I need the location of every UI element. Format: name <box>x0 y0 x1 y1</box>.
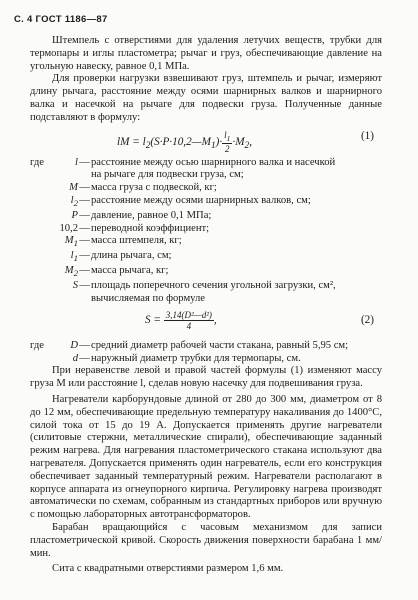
definition-symbol: $l_2$ <box>70 194 78 209</box>
definition-symbol: P <box>71 209 78 221</box>
paragraph-sieves: Сита с квадратными отверстиями размером 1,6 мм. <box>52 563 284 575</box>
definition-row <box>30 210 382 223</box>
definition-text: площадь поперечного сечения угольной загрузки, см², <box>91 280 336 292</box>
formula-1-fraction: $\frac{l_1}{2}$ <box>224 129 231 155</box>
definition-row <box>30 340 382 353</box>
definition-dash: — <box>79 182 90 194</box>
formula-2 <box>30 308 382 338</box>
definition-symbol: d <box>72 352 78 364</box>
definition-text: масса груза с подвеской, кг; <box>91 182 217 194</box>
definition-row <box>30 250 382 265</box>
formula-2-expression: S = $\frac{\text{3,14(D²—d²)}}{4}$ , <box>145 309 217 331</box>
definition-dash: — <box>79 250 90 262</box>
definition-continuation: на рычаге для подвески груза, см; <box>91 169 244 181</box>
definition-lead <box>30 223 50 236</box>
definition-text: расстояние между осью шарнирного валка и насечкой <box>91 156 336 168</box>
definition-row <box>30 235 382 250</box>
definition-symbol: l <box>75 156 78 168</box>
formula-1 <box>30 127 382 153</box>
definition-text: расстояние между осями шарнирных валков, см; <box>91 194 311 206</box>
definition-lead <box>30 210 50 223</box>
definition-dash: — <box>79 209 90 221</box>
definition-lead <box>30 265 50 280</box>
definition-dash: — <box>79 235 90 247</box>
paragraph-drum: Барабан вращающийся с часовым механизмом для записи пластометрической кривой. Скорость движения поверхности барабана 1 мм/мин. <box>30 521 382 559</box>
definition-symbol: D <box>70 339 78 351</box>
definition-lead: где <box>30 339 44 351</box>
definitions-2 <box>30 340 382 366</box>
definition-text: средний диаметр рабочей части стакана, равный 5,95 см; <box>91 339 349 351</box>
formula-1-number: (1) <box>360 129 374 142</box>
definition-dash: — <box>79 222 90 234</box>
definition-row <box>30 265 382 280</box>
paragraph-inequality: При неравенстве левой и правой частей формулы (1) изменяют массу груза M или расстояние l, сделав новую насечку для подвешивания груза. <box>30 365 382 390</box>
definition-dash: — <box>79 265 90 277</box>
page-header: С. 4 ГОСТ 1186—87 <box>14 14 108 25</box>
definition-lead <box>30 280 50 293</box>
definition-lead <box>30 235 50 250</box>
definition-row <box>30 195 382 210</box>
definition-row <box>30 157 382 170</box>
definition-symbol: $l_1$ <box>70 250 78 264</box>
definition-text: масса штемпеля, кг; <box>91 235 182 247</box>
definition-symbol: $M_2$ <box>64 265 78 279</box>
formula-2-fraction: $\frac{\text{3,14(D²—d²)}}{4}$ <box>165 309 212 331</box>
definition-dash: — <box>79 156 90 168</box>
paragraph-load-check: Для проверки нагрузки взвешивают груз, штемпель и рычаг, измеряют длину рычага, расстояние между осями шарнирных валков и шарнирного валка и насечкой на рычаге для подвески груза. Полученные данные подставляют в формулу: <box>30 73 382 123</box>
definition-row <box>30 182 382 195</box>
formula-2-number: (2) <box>360 313 374 326</box>
document-body <box>30 35 382 576</box>
paragraph-heaters: Нагреватели карборундовые длиной от 280 до 300 мм, диаметром от 8 до 12 мм, обеспечивающие предельную температуру накаливания до 1400°С, силой тока от 15 до 19 А. Допускается применять другие нагреватели (силитовые стержни, металлические спирали), обеспечивающие заданный режим нагрева. Для нагревания пластометрического стакана используют два нагревателя. Допускается применять один нагреватель, если его конструкция обеспечивает заданный температурный режим. Нагреватели располагают в корпусе аппарата из огнеупорного кирпича. Регулировку нагрева производят автоматически по схемам, собранным из стандартных приборов или вручную с помощью лабораторных автотрансформаторов. <box>30 393 382 521</box>
definition-lead: где <box>30 156 44 168</box>
definition-continuation: вычисляемая по формуле <box>91 292 205 304</box>
definition-symbol: $M_1$ <box>64 235 78 249</box>
formula-1-expression: lM = $l_2(S\cdot P\cdot 10,2—M_1)\cdot$ $\frac{l_1}{2}$ $\cdot M_2$, <box>117 129 253 155</box>
definition-dash: — <box>79 280 90 292</box>
definition-symbol: S <box>72 280 78 292</box>
definition-dash: — <box>79 194 90 206</box>
definition-lead <box>30 353 50 366</box>
definitions-1 <box>30 157 382 306</box>
definition-lead <box>30 250 50 265</box>
definition-text: наружный диаметр трубки для термопары, см. <box>91 352 301 364</box>
definition-row <box>30 353 382 366</box>
definition-dash: — <box>79 339 90 351</box>
paragraph-stamp: Штемпель с отверстиями для удаления летучих веществ, трубки для термопары и иглы пластометра; рычаг и груз, обеспечивающие давление на угольную навеску, равное 0,1 МПа. <box>30 35 382 72</box>
definition-symbol: M <box>69 182 78 194</box>
definition-lead <box>30 195 50 210</box>
definition-symbol: 10,2 <box>59 222 78 234</box>
definition-text: длина рычага, см; <box>91 250 172 262</box>
definition-row <box>30 280 382 293</box>
definition-text: переводной коэффициент; <box>91 222 210 234</box>
definition-text: давление, равное 0,1 МПа; <box>91 209 212 221</box>
definition-text: масса рычага, кг; <box>91 265 169 277</box>
definition-lead <box>30 182 50 195</box>
definition-dash: — <box>79 352 90 364</box>
definition-row <box>30 223 382 236</box>
